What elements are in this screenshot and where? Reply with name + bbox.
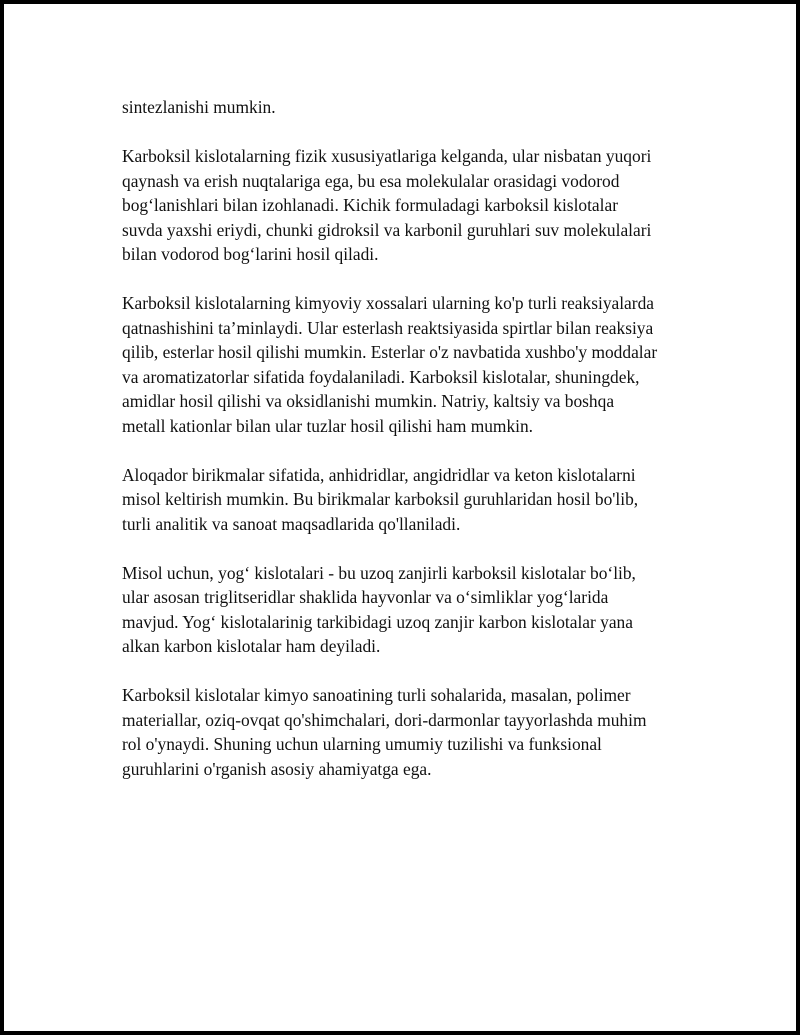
text-line: ular asosan triglitseridlar shaklida hayvonlar va o‘simliklar yog‘larida xyxy=(122,587,609,607)
text-line: misol keltirish mumkin. Bu birikmalar karboksil guruhlaridan hosil bo'lib, xyxy=(122,489,639,509)
paragraph xyxy=(122,463,702,537)
text-line: sintezlanishi mumkin. xyxy=(122,97,276,117)
text-line: mavjud. Yog‘ kislotalarinig tarkibidagi uzoq zanjir karbon kislotalar yana xyxy=(122,611,633,632)
text-line: bilan vodorod bog‘larini hosil qiladi. xyxy=(122,244,379,264)
text-line: bog‘lanishlari bilan izohlanadi. Kichik formuladagi karboksil kislotalar xyxy=(122,195,618,215)
text-line: metall kationlar bilan ular tuzlar hosil qilishi ham mumkin. xyxy=(122,415,534,436)
text-line: qaynash va erish nuqtalariga ega, bu esa molekulalar orasidagi vodorod xyxy=(122,170,620,191)
text-line: qilib, esterlar hosil qilishi mumkin. Esterlar o'z navbatida xushbo'y moddalar xyxy=(122,342,658,362)
text-line: Misol uchun, yog‘ kislotalari - bu uzoq zanjirli karboksil kislotalar bo‘lib, xyxy=(122,562,636,583)
text-line: Karboksil kislotalarning fizik xususiyatlariga kelganda, ular nisbatan yuqori xyxy=(122,146,652,166)
paragraph xyxy=(122,95,702,120)
paragraph xyxy=(122,291,702,438)
paragraph xyxy=(122,683,702,781)
text-line: turli analitik va sanoat maqsadlarida qo'llaniladi. xyxy=(122,513,461,534)
text-line: materiallar, oziq-ovqat qo'shimchalari, dori-darmonlar tayyorlashda muhim xyxy=(122,709,647,730)
text-line: Aloqador birikmalar sifatida, anhidridlar, angidridlar va keton kislotalarni xyxy=(122,464,636,485)
text-line: qatnashishini ta’minlaydi. Ular esterlash reaktsiyasida spirtlar bilan reaksiya xyxy=(122,317,654,338)
text-line: amidlar hosil qilishi va oksidlanishi mumkin. Natriy, kaltsiy va boshqa xyxy=(122,391,615,411)
paragraph xyxy=(122,561,702,659)
text-line: Karboksil kislotalar kimyo sanoatining turli sohalarida, masalan, polimer xyxy=(122,685,631,705)
document-body xyxy=(122,95,702,806)
text-line: rol o'ynaydi. Shuning uchun ularning umumiy tuzilishi va funksional xyxy=(122,734,602,754)
text-line: Karboksil kislotalarning kimyoviy xossalari ularning ko'p turli reaksiyalarda xyxy=(122,293,654,313)
text-line: guruhlarini o'rganish asosiy ahamiyatga ega. xyxy=(122,758,432,779)
text-line: suvda yaxshi eriydi, chunki gidroksil va karbonil guruhlari suv molekulalari xyxy=(122,219,652,240)
paragraph xyxy=(122,144,702,267)
text-line: alkan karbon kislotalar ham deyiladi. xyxy=(122,636,381,656)
text-line: va aromatizatorlar sifatida foydalaniladi. Karboksil kislotalar, shuningdek, xyxy=(122,366,640,387)
